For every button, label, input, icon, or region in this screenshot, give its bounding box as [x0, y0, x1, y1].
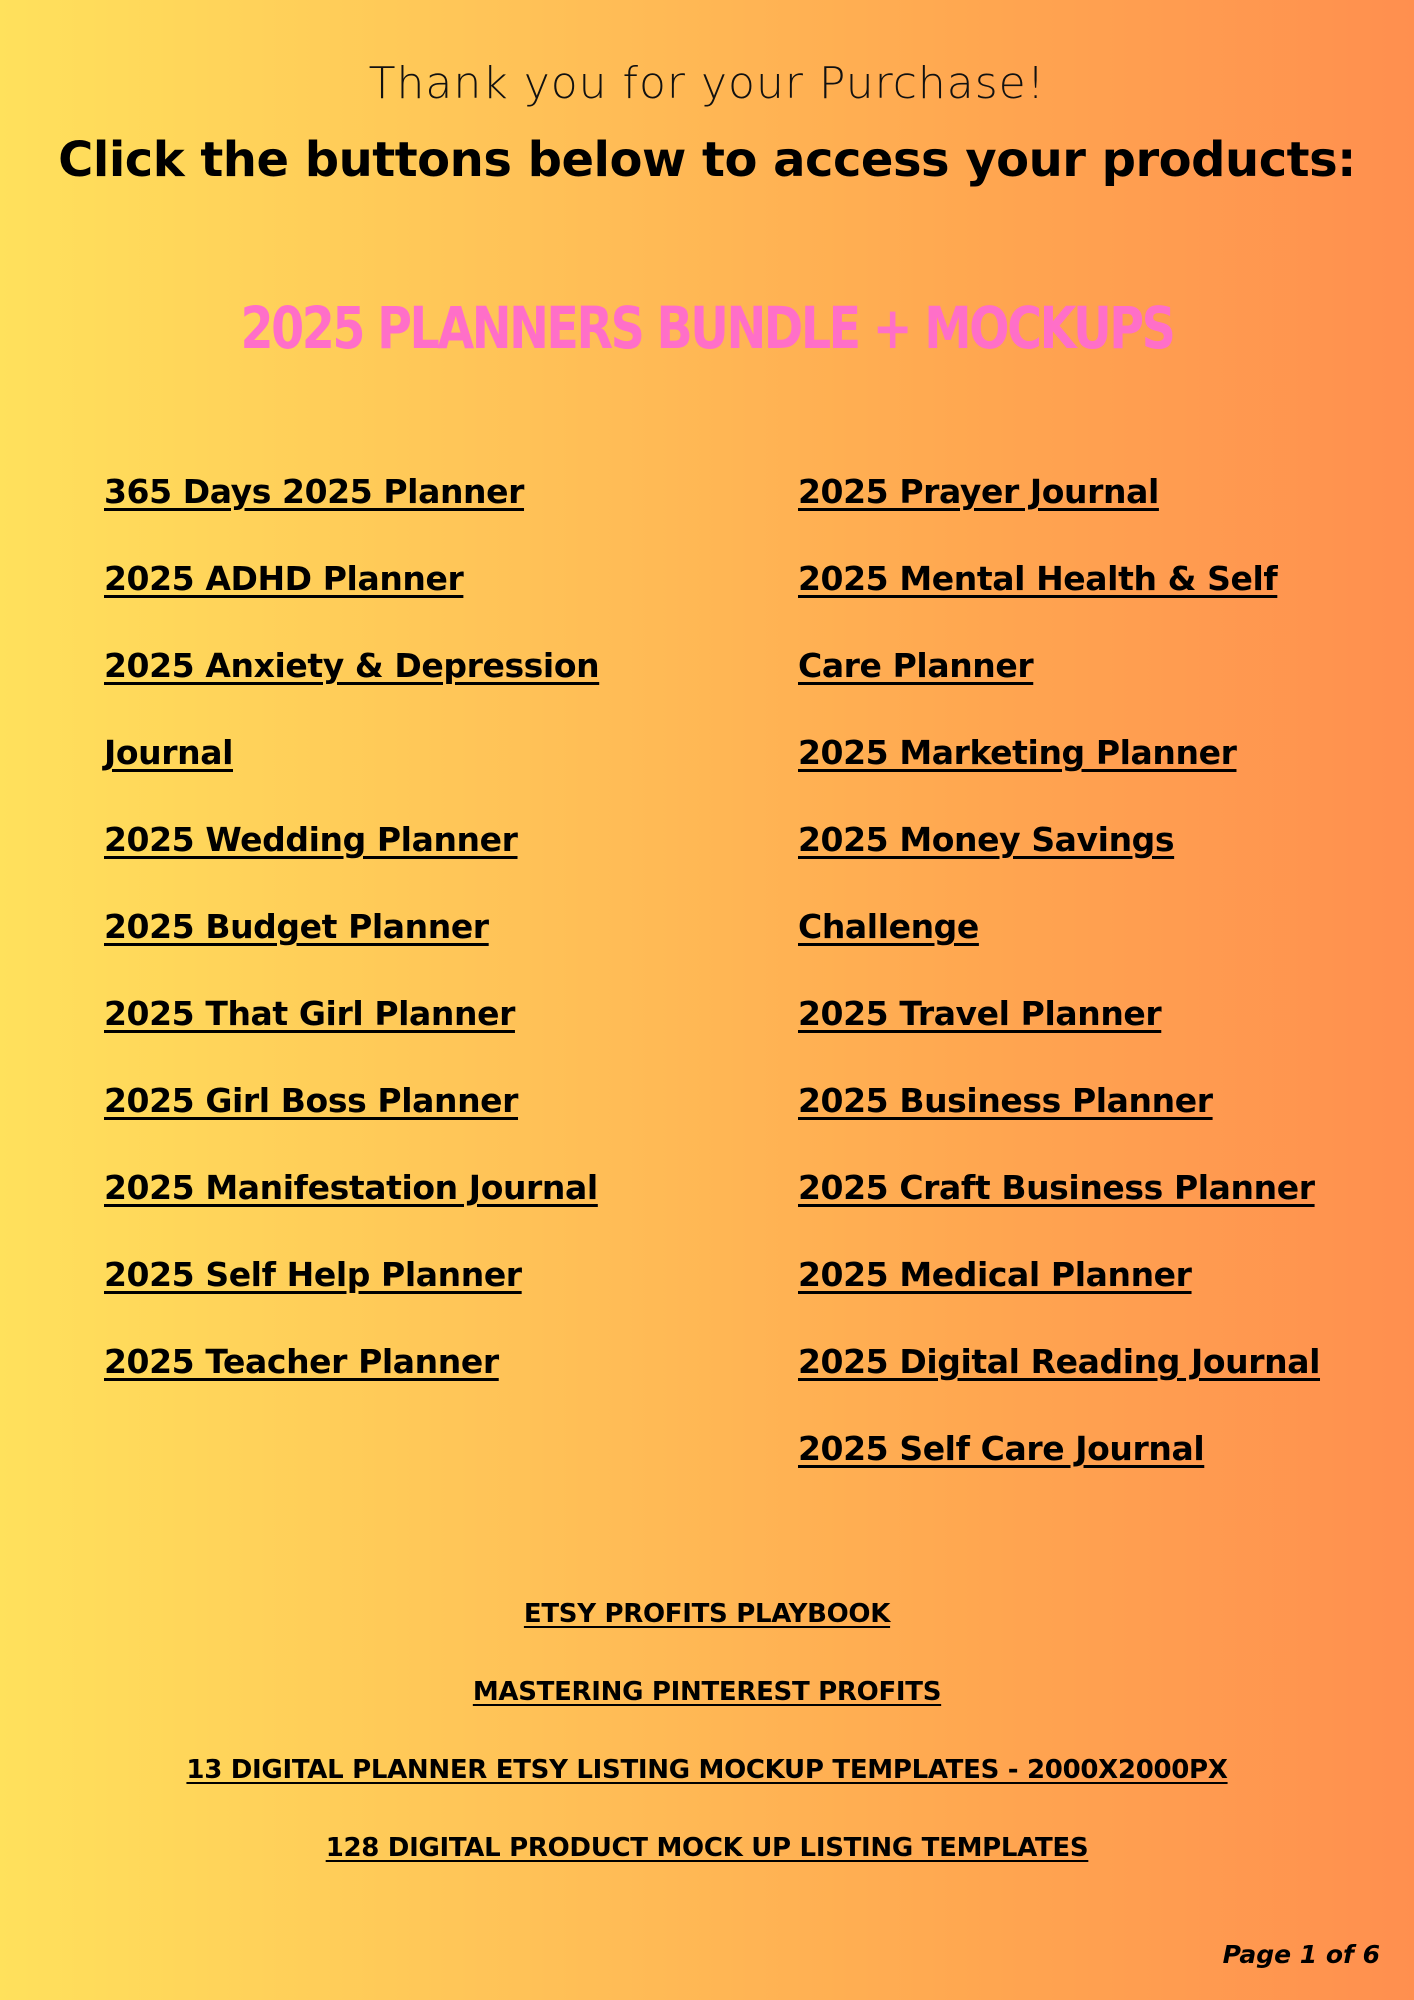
bonus-link-etsy-profits-playbook[interactable]: ETSY PROFITS PLAYBOOK [523, 1599, 891, 1629]
page-number: Page 1 of 6 [1222, 1940, 1380, 1969]
product-link-self-care-journal[interactable]: 2025 Self Care Journal [798, 1429, 1205, 1468]
product-link-budget-planner[interactable]: 2025 Budget Planner [104, 907, 489, 946]
product-link-adhd-planner[interactable]: 2025 ADHD Planner [104, 559, 464, 598]
product-link-digital-reading-journal[interactable]: 2025 Digital Reading Journal [798, 1342, 1321, 1381]
bundle-title: 2025 PLANNERS BUNDLE + MOCKUPS [240, 294, 1174, 362]
bonus-link-etsy-listing-mockup-templates[interactable]: 13 DIGITAL PLANNER ETSY LISTING MOCKUP TEMPLATES - 2000X2000PX [186, 1755, 1228, 1785]
product-link-mental-health-self-care-planner-cont[interactable]: Care Planner [798, 646, 1034, 685]
product-link-money-savings-challenge-cont[interactable]: Challenge [798, 907, 979, 946]
product-link-365-days-planner[interactable]: 365 Days 2025 Planner [104, 472, 525, 511]
product-link-anxiety-depression-journal-cont[interactable]: Journal [104, 733, 233, 772]
bonus-link-digital-product-mockup-templates[interactable]: 128 DIGITAL PRODUCT MOCK UP LISTING TEMPLATES [325, 1833, 1089, 1863]
product-link-travel-planner[interactable]: 2025 Travel Planner [798, 994, 1162, 1033]
product-link-craft-business-planner[interactable]: 2025 Craft Business Planner [798, 1168, 1315, 1207]
product-link-business-planner[interactable]: 2025 Business Planner [798, 1081, 1213, 1120]
instruction-heading: Click the buttons below to access your products: [58, 132, 1356, 188]
product-link-mental-health-self-care-planner[interactable]: 2025 Mental Health & Self [798, 559, 1278, 598]
product-link-manifestation-journal[interactable]: 2025 Manifestation Journal [104, 1168, 598, 1207]
thank-you-heading: Thank you for your Purchase! [368, 58, 1046, 109]
product-link-marketing-planner[interactable]: 2025 Marketing Planner [798, 733, 1237, 772]
product-link-teacher-planner[interactable]: 2025 Teacher Planner [104, 1342, 499, 1381]
product-link-self-help-planner[interactable]: 2025 Self Help Planner [104, 1255, 522, 1294]
product-link-anxiety-depression-journal[interactable]: 2025 Anxiety & Depression [104, 646, 600, 685]
bonus-links [0, 1594, 1414, 1906]
product-link-wedding-planner[interactable]: 2025 Wedding Planner [104, 820, 518, 859]
bonus-link-mastering-pinterest-profits[interactable]: MASTERING PINTEREST PROFITS [472, 1677, 942, 1707]
right-product-column [798, 462, 1320, 1506]
product-link-medical-planner[interactable]: 2025 Medical Planner [798, 1255, 1192, 1294]
product-link-money-savings-challenge[interactable]: 2025 Money Savings [798, 820, 1175, 859]
product-link-that-girl-planner[interactable]: 2025 That Girl Planner [104, 994, 515, 1033]
product-link-prayer-journal[interactable]: 2025 Prayer Journal [798, 472, 1159, 511]
left-product-column [104, 462, 599, 1419]
product-link-girl-boss-planner[interactable]: 2025 Girl Boss Planner [104, 1081, 519, 1120]
